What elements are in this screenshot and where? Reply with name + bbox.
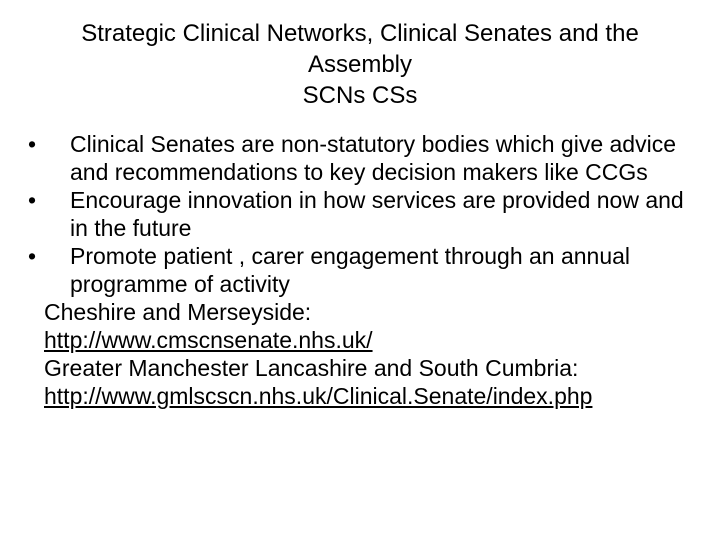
bullet-item (18, 186, 698, 242)
bullet-marker: • (28, 131, 37, 157)
link-cheshire-merseyside-senate[interactable]: http://www.cmscnsenate.nhs.uk/ (44, 327, 373, 353)
bullet-item (18, 242, 698, 298)
title-line-1: Strategic Clinical Networks, Clinical Senates and the (81, 20, 639, 47)
link-greater-manchester-senate[interactable]: http://www.gmlscscn.nhs.uk/Clinical.Senate/index.php (44, 383, 593, 409)
bullet-marker: • (28, 243, 37, 269)
bullet-text: Encourage innovation in how services are provided now and in the future (70, 187, 684, 241)
title-line-2: Assembly (307, 51, 413, 78)
bullet-marker: • (28, 187, 37, 213)
slide-title (0, 18, 720, 111)
region-label-greater-manchester: Greater Manchester Lancashire and South Cumbria: (44, 355, 579, 381)
bullet-list (18, 130, 698, 298)
title-line-3: SCNs CSs (302, 82, 418, 109)
bullet-item (18, 130, 698, 186)
slide-body (18, 130, 698, 410)
bullet-text: Clinical Senates are non-statutory bodies which give advice and recommendations to key decision makers like CCGs (70, 131, 676, 185)
bullet-text: Promote patient , carer engagement through an annual programme of activity (70, 243, 631, 297)
region-label-cheshire-merseyside: Cheshire and Merseyside: (44, 299, 312, 325)
